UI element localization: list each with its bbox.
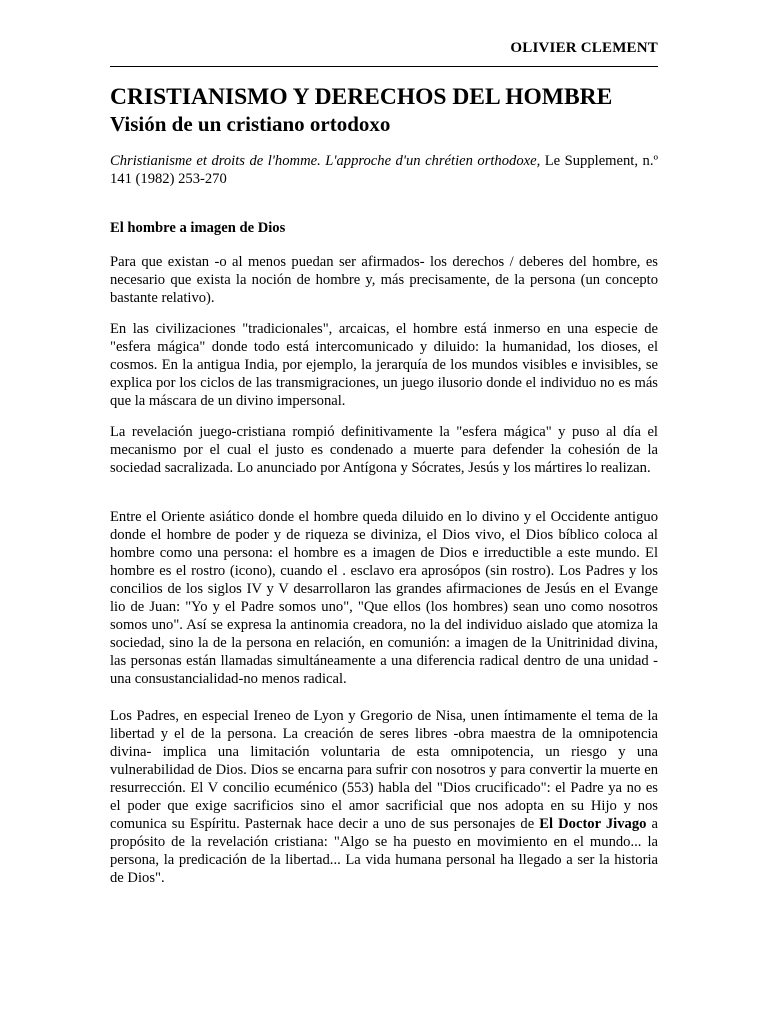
header-divider [110,66,658,67]
paragraph-3: La revelación juego-cristiana rompió definitivamente la "esfera mágica" y puso al día el mecanismo por el cual el justo es condenado a muerte para defender la cohesión de la sociedad sacralizada. Lo anunciado por Antígona y Sócrates, Jesús y los mártires lo realizan. [110,424,658,476]
paragraph-2: En las civilizaciones "tradicionales", arcaicas, el hombre está inmerso en una especie de "esfera mágica" donde todo está intercomunicado y diluido: la humanidad, los dioses, el cosmos. En la antigua India, por ejemplo, la jerarquía de los mundos visibles e invisibles, se explica por los ciclos de las transmigraciones, un juego ilusorio donde el individuo no es más que la máscara de un divino impersonal. [110,321,658,409]
running-header-author: OLIVIER CLEMENT [510,40,658,56]
paragraph-5 [110,707,658,887]
source-citation [110,152,658,188]
book-title-emphasis: El Doctor Jivago [539,816,647,832]
paragraph-4: Entre el Oriente asiático donde el hombre queda diluido en lo divino y el Occidente antiguo donde el hombre de poder y de riqueza se diviniza, el Dios vivo, el Dios bíblico coloca al hombre como una persona: el hombre es a imagen de Dios e irreductible a este mundo. El hombre es el rostro (icono), cuando el . esclavo era aprosópos (sin rostro). Los Padres y los concilios de los siglos IV y V desarrollaron las grandes afirmaciones de Jesús en el Evange lio de Juan: "Yo y el Padre somos uno", "Que ellos (los hombres) sean uno como nosotros somos uno". Así se expresa la antinomia creadora, no la del individuo aislado que atomiza la sociedad, sino la de la persona en relación, en comunión: a imagen de la Unitrinidad divina, las personas están llamadas simultáneamente a una diferencia radical dentro de una unidad -una consustancialidad-no menos radical. [110,509,658,687]
article-title: CRISTIANISMO Y DERECHOS DEL HOMBRE [110,84,613,110]
citation-source: Le Supplement, n.º 141 (1982) 253-270 [110,153,658,187]
paragraph-1: Para que existan -o al menos puedan ser afirmados- los derechos / deberes del hombre, es necesario que exista la noción de hombre y, más precisamente, de la persona (un concepto bastante relativo). [110,254,658,306]
section-heading: El hombre a imagen de Dios [110,220,286,236]
article-subtitle: Visión de un cristiano ortodoxo [110,112,391,136]
paragraph-5-text-after: a propósito de la revelación cristiana: "Algo se ha puesto en movimiento en el mundo... la persona, la predicación de la libertad... La vida humana personal ha llegado a ser la historia de Dios". [110,816,658,886]
paragraph-5-text-before: Los Padres, en especial Ireneo de Lyon y Gregorio de Nisa, unen íntimamente el tema de la libertad y el de la persona. La creación de seres libres -obra maestra de la omnipotencia divina- implica una limitación voluntaria de esta omnipotencia, un riesgo y una vulnerabilidad de Dios. Dios se encarna para sufrir con nosotros y para convertir la muerte en resurrección. El V concilio ecuménico (553) habla del "Dios crucificado": el Padre ya no es el poder que exige sacrificios sino el amor sacrificial que nos adopta en su Hijo y nos comunica su Espíritu. Pasternak hace decir a uno de sus personajes de [110,708,658,832]
citation-original-title: Christianisme et droits de l'homme. L'approche d'un chrétien orthodoxe, [110,153,541,169]
